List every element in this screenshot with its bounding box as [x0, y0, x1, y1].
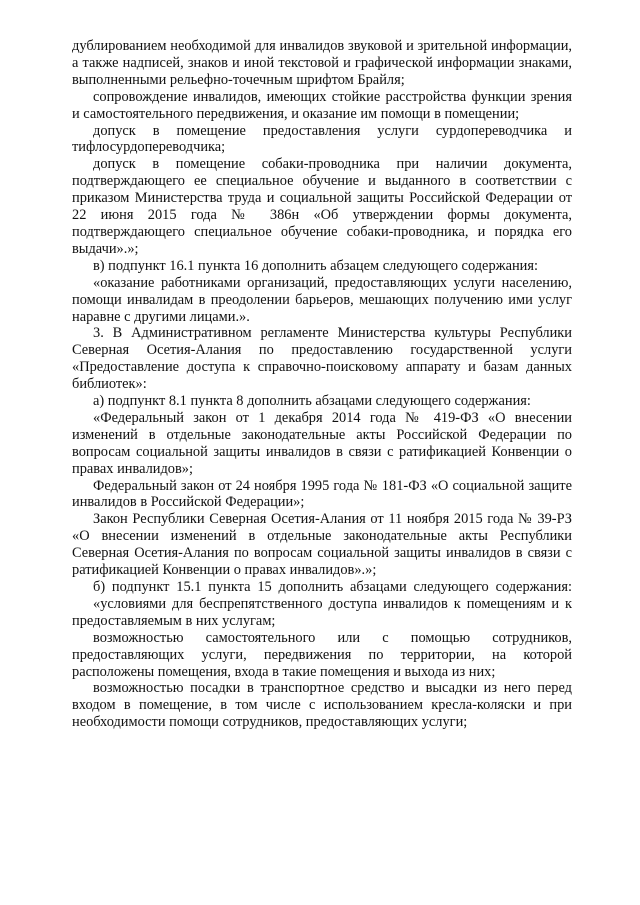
paragraph-boarding: возможностью посадки в транспортное средство и высадки из него перед входом в помещение, в том числе с использованием кресла-коляски и при необходимости помощи сотрудников, предоставляющих услуги; — [72, 680, 572, 731]
paragraph-assistance: «оказание работниками организаций, предоставляющих услуги населению, помощи инвалидам в преодолении барьеров, мешающих получению ими услуг наравне с другими лицами.». — [72, 274, 572, 325]
paragraph-sign-interpreter: допуск в помещение предоставления услуги сурдопереводчика и тифлосурдопереводчика; — [72, 122, 572, 156]
paragraph-subclause-15-1: б) подпункт 15.1 пункта 15 дополнить абзацами следующего содержания: — [93, 579, 572, 595]
paragraph-guide-dog: допуск в помещение собаки-проводника при наличии документа, подтверждающего ее специальное обучение и выданного в соответствии с приказом Министерства труда и социальной защиты Российской Федерации от 22 июня 2015 года № 386н «Об утверждении формы документа, подтверждающего специальное обучение собаки-проводника, и порядка его выдачи».»; — [72, 156, 572, 257]
paragraph-federal-law-419: «Федеральный закон от 1 декабря 2014 года № 419-ФЗ «О внесении изменений в отдельные законодательные акты Российской Федерации по вопросам социальной защиты инвалидов в связи с ратификацией Конвенции о правах инвалидов»; — [72, 409, 572, 477]
paragraph-subclause-16-1: в) подпункт 16.1 пункта 16 дополнить абзацем следующего содержания: — [93, 257, 538, 274]
paragraph-movement: возможностью самостоятельного или с помощью сотрудников, предоставляющих услуги, передвижения по территории, на которой расположены помещения, входа в такие помещения и выхода из них; — [72, 629, 572, 680]
paragraph-access-conditions: «условиями для беспрепятственного доступа инвалидов к помещениям и к предоставляемым в них услугам; — [72, 595, 572, 629]
paragraph-regional-law-39: Закон Республики Северная Осетия-Алания от 11 ноября 2015 года № 39-РЗ «О внесении изменений в отдельные законодательные акты Республики Северная Осетия-Алания по вопросам социальной защиты инвалидов в связи с ратификацией Конвенции о правах инвалидов».»; — [72, 511, 572, 579]
paragraph-federal-law-181: Федеральный закон от 24 ноября 1995 года № 181-ФЗ «О социальной защите инвалидов в Российской Федерации»; — [72, 477, 572, 511]
paragraph-braille-info: дублированием необходимой для инвалидов звуковой и зрительной информации, а также надписей, знаков и иной текстовой и графической информации знаками, выполненными рельефно-точечным шрифтом Брайля; — [72, 38, 572, 88]
paragraph-section-3: 3. В Административном регламенте Министерства культуры Республики Северная Осетия-Алания по предоставлению государственной услуги «Предоставление доступа к справочно-поисковому аппарату и базам данных библиотек»: — [72, 325, 572, 393]
paragraph-subclause-8-1: а) подпункт 8.1 пункта 8 дополнить абзацами следующего содержания: — [93, 393, 531, 410]
paragraph-escort: сопровождение инвалидов, имеющих стойкие расстройства функции зрения и самостоятельного передвижения, и оказание им помощи в помещении; — [72, 88, 572, 122]
